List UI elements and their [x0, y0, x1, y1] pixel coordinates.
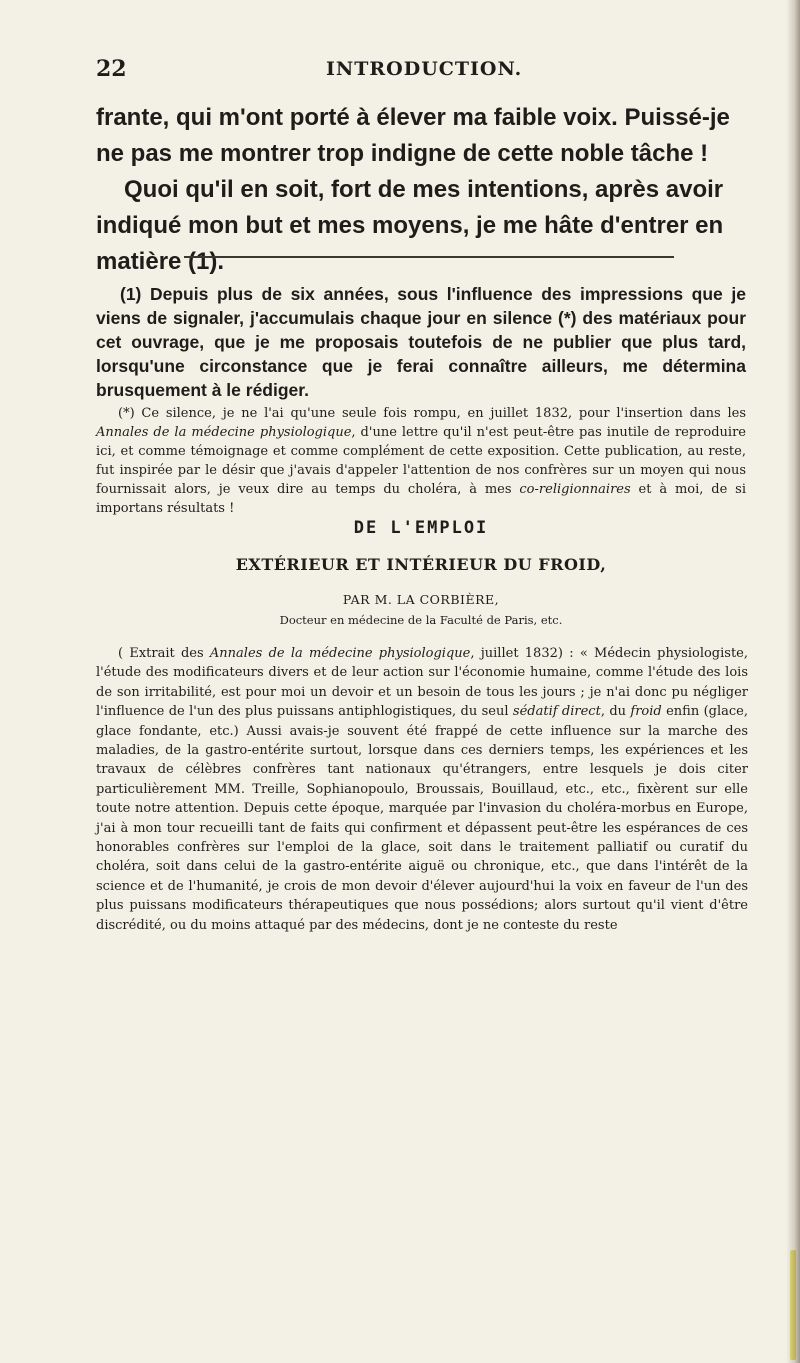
sub-footnote: [96, 404, 746, 518]
emphasis-term: sédatif direct: [512, 704, 601, 720]
page-edge-tab: [790, 1250, 796, 1360]
main-text: [96, 100, 746, 280]
emphasis-term: co-religionnaires: [519, 482, 631, 497]
article-subtitle: EXTÉRIEUR ET INTÉRIEUR DU FROID,: [235, 555, 607, 574]
footnote-separator: [184, 256, 674, 258]
main-paragraph-2: Quoi qu'il en soit, fort de mes intentions, après avoir indiqué mon but et mes moyens, je me hâte d'entrer en matière (1).: [96, 176, 724, 275]
article-author: PAR M. LA CORBIÈRE,: [342, 592, 500, 607]
page-header: [96, 56, 736, 86]
journal-title: Annales de la médecine physiologique: [209, 646, 471, 661]
article-title: DE L'EMPLOI: [353, 518, 489, 538]
sub-footnote-text: (*) Ce silence, je ne l'ai qu'une seule fois rompu, en juillet 1832, pour l'insertion dans les Annales de la médecine physiologique, d'une lettre qu'il n'est peut-être pas inutile de reproduire ici, et comme témoignage et comme complément de cette exposition. Cette publication, au reste, fut inspirée par le désir que j'avais d'appeler l'attention de nos confrères sur un moyen qui nous fournissait alors, je veux dire au temps du choléra, à mes co-religionnaires et à moi, de si importans résultats !: [96, 406, 747, 516]
emphasis-term: froid: [630, 704, 662, 720]
running-title: INTRODUCTION.: [326, 58, 523, 80]
journal-title: Annales de la médecine physiologique: [96, 425, 352, 440]
page-edge-shadow: [786, 0, 800, 1363]
article-affiliation: Docteur en médecine de la Faculté de Paris, etc.: [279, 613, 563, 627]
extract-text: ( Extrait des Annales de la médecine physiologique, juillet 1832) : « Médecin physiologiste, l'étude des modificateurs divers et de leur action sur l'économie humaine, comme l'étude des lois de son irritabilité, est pour moi un devoir et un besoin de tous les jours ; je n'ai donc pu négliger l'influence de l'un des plus puissans antiphlogistiques, du seul sédatif direct, du froid enfin (glace, glace fondante, etc.) Aussi avais-je souvent été frappé de cette influence sur la marche des maladies, de la gastro-entérite surtout, lorsque dans ces derniers temps, les expériences et les travaux de célèbres confrères tant nationaux qu'étrangers, entre lesquels je dois citer particulièrement MM. Treille, Sophianopoulo, Broussais, Bouillaud, etc., etc., fixèrent sur elle toute notre attention. Depuis cette époque, marquée par l'invasion du choléra-morbus en Europe, j'ai à mon tour recueilli tant de faits qui confirment et dépassent peut-être les espérances de ces honorables confrères sur l'emploi de la glace, soit dans le traitement palliatif ou curatif du choléra, soit dans celui de la gastro-entérite aiguë ou chronique, etc., que dans l'intérêt de la science et de l'humanité, je crois de mon devoir d'élever aujourd'hui la voix en faveur de l'un des plus puissans modificateurs thérapeutiques que nous possédions; alors surtout qu'il vient d'être discrédité, ou du moins attaqué par des médecins, dont je ne conteste du reste: [96, 646, 749, 933]
footnote: [96, 282, 746, 402]
article-extract: [96, 644, 748, 935]
main-paragraph-1: frante, qui m'ont porté à élever ma faible voix. Puissé-je ne pas me montrer trop indigne de cette noble tâche !: [96, 104, 730, 167]
page-number: 22: [96, 56, 127, 82]
footnote-text: (1) Depuis plus de six années, sous l'influence des impressions que je viens de signaler, j'accumulais chaque jour en silence (*) des matériaux pour cet ouvrage, que je me proposais toutefois de ne publier que plus tard, lorsqu'une circonstance que je ferai connaître ailleurs, me détermina brusquement à le rédiger.: [96, 284, 746, 400]
